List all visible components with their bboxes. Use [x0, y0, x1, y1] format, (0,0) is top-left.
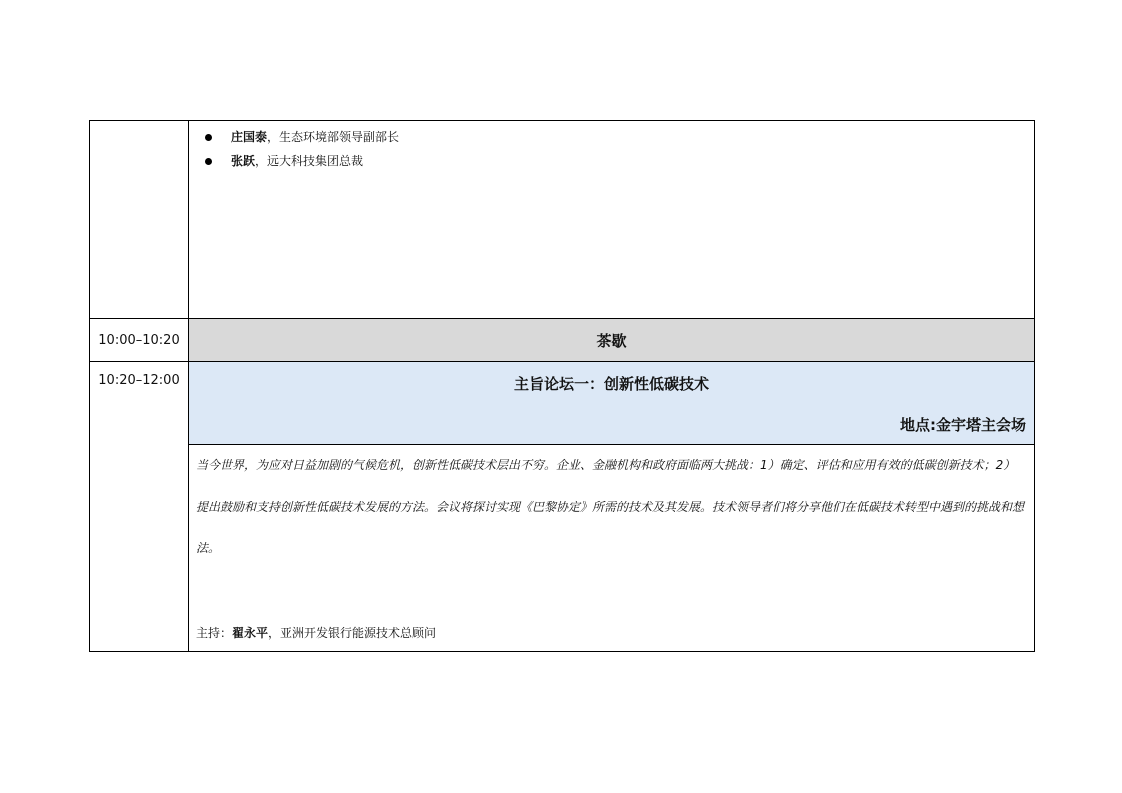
speaker-name: 庄国泰 [231, 130, 268, 144]
speakers-row [90, 121, 1035, 319]
session-body-row [90, 445, 1035, 652]
session-body [189, 445, 1035, 652]
session-header [189, 362, 1035, 445]
host-title: ，亚洲开发银行能源技术总顾问 [268, 626, 437, 640]
session-description: 当今世界，为应对日益加剧的气候危机，创新性低碳技术层出不穷。企业、金融机构和政府面临两大挑战：1）确定、评估和应用有效的低碳创新技术；2）提出鼓励和支持创新性低碳技术发展的方法。会议将探讨实现《巴黎协定》所需的技术及其发展。技术领导者们将分享他们在低碳技术转型中遇到的挑战和想法。 [196, 458, 1025, 555]
host-label: 主持： [196, 626, 233, 640]
speaker-title: ，远大科技集团总裁 [255, 154, 364, 168]
time-cell-empty [90, 121, 189, 319]
host-name: 翟永平 [232, 626, 269, 640]
session-host [196, 624, 436, 641]
tea-break-label: 茶歇 [189, 319, 1035, 362]
session-header-row [90, 362, 1035, 445]
session-time: 10:20–12:00 [90, 362, 189, 652]
speaker-name: 张跃 [231, 154, 256, 168]
bullet-icon [205, 134, 212, 141]
session-venue: 地点:金宇塔主会场 [900, 416, 1026, 434]
speaker-list [189, 121, 1035, 319]
session-title: 主旨论坛一：创新性低碳技术 [513, 375, 709, 393]
speaker-title: ，生态环境部领导副部长 [267, 130, 400, 144]
agenda-table [89, 120, 1035, 652]
speaker-item [197, 125, 1026, 149]
speaker-item [197, 149, 1026, 173]
tea-break-row [90, 319, 1035, 362]
tea-break-time: 10:00–10:20 [90, 319, 189, 362]
bullet-icon [205, 158, 212, 165]
